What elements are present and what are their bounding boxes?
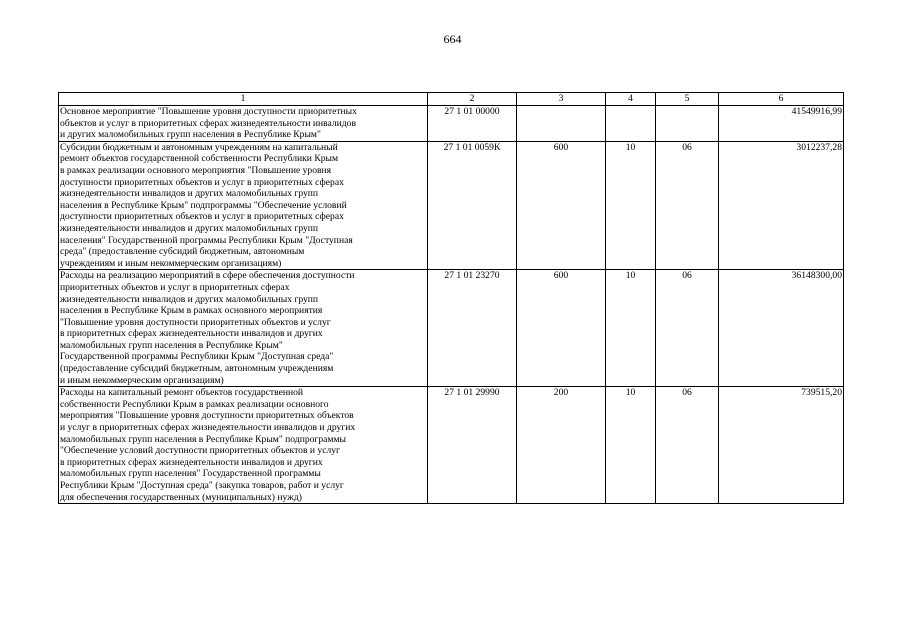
row-col5: 06	[656, 387, 719, 504]
column-header-1: 1	[59, 93, 428, 106]
row-amount: 739515,20	[719, 387, 844, 504]
column-header-2: 2	[428, 93, 517, 106]
page-number: 664	[443, 32, 462, 46]
row-amount: 41549916,99	[719, 106, 844, 142]
column-header-6: 6	[719, 93, 844, 106]
table-row	[59, 387, 844, 504]
row-col3	[517, 106, 606, 142]
row-col3: 200	[517, 387, 606, 504]
column-header-3: 3	[517, 93, 606, 106]
row-code: 27 1 01 29990	[428, 387, 517, 504]
row-description: Расходы на капитальный ремонт объектов государственной собственности Республики Крым в рамках реализации основного мероприятия "Повышение уровня доступности приоритетных объектов и услуг в приоритетных сферах жизнедеятельности инвалидов и других маломобильных групп населения в Республике Крым" подпрограммы "Обеспечение условий доступности приоритетных объектов и услуг в приоритетных сферах жизнедеятельности инвалидов и других маломобильных групп населения" Государственной программы Республики Крым "Доступная среда" (закупка товаров, работ и услуг для обеспечения государственных (муниципальных) нужд)	[59, 387, 428, 504]
table-row	[59, 106, 844, 142]
row-amount: 36148300,00	[719, 270, 844, 387]
row-col4: 10	[606, 387, 656, 504]
table-row	[59, 270, 844, 387]
row-col3: 600	[517, 141, 606, 270]
row-description: Субсидии бюджетным и автономным учреждениям на капитальный ремонт объектов государственной собственности Республики Крым в рамках реализации основного мероприятия "Повышение уровня доступности приоритетных объектов и услуг в приоритетных сферах жизнедеятельности инвалидов и других маломобильных групп населения в Республике Крым" подпрограммы "Обеспечение условий доступности приоритетных объектов и услуг в приоритетных сферах жизнедеятельности инвалидов и других маломобильных групп населения" Государственной программы Республики Крым "Доступная среда" (предоставление субсидий бюджетным, автономным учреждениям и иным некоммерческим организациям)	[59, 141, 428, 270]
row-col5: 06	[656, 141, 719, 270]
table-header-row	[59, 93, 844, 106]
row-col4: 10	[606, 141, 656, 270]
row-code: 27 1 01 23270	[428, 270, 517, 387]
row-col4: 10	[606, 270, 656, 387]
row-description: Расходы на реализацию мероприятий в сфере обеспечения доступности приоритетных объектов и услуг в приоритетных сферах жизнедеятельности инвалидов и других маломобильных групп населения в Республике Крым в рамках основного мероприятия "Повышение уровня доступности приоритетных объектов и услуг в приоритетных сферах жизнедеятельности инвалидов и других маломобильных групп населения в Республике Крым" Государственной программы Республики Крым "Доступная среда" (предоставление субсидий бюджетным, автономным учреждениям и иным некоммерческим организациям)	[59, 270, 428, 387]
column-header-4: 4	[606, 93, 656, 106]
row-description: Основное мероприятие "Повышение уровня доступности приоритетных объектов и услуг в приоритетных сферах жизнедеятельности инвалидов и других маломобильных групп населения в Республике Крым"	[59, 106, 428, 142]
row-code: 27 1 01 0059К	[428, 141, 517, 270]
column-header-5: 5	[656, 93, 719, 106]
row-col5: 06	[656, 270, 719, 387]
row-col3: 600	[517, 270, 606, 387]
row-col5	[656, 106, 719, 142]
row-amount: 3012237,28	[719, 141, 844, 270]
budget-table	[58, 92, 844, 504]
table-row	[59, 141, 844, 270]
row-code: 27 1 01 00000	[428, 106, 517, 142]
row-col4	[606, 106, 656, 142]
